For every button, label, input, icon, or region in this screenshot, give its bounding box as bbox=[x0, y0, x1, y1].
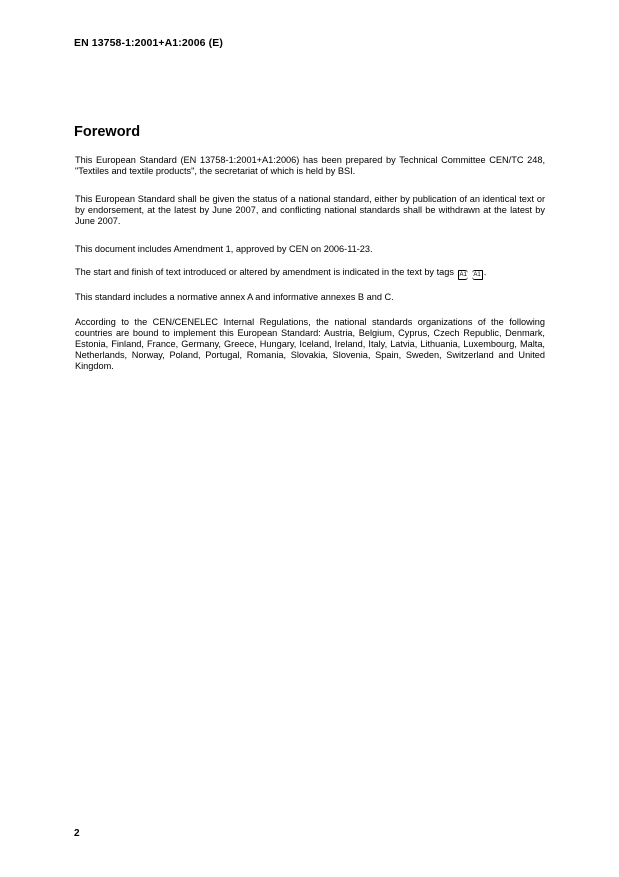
document-header: EN 13758-1:2001+A1:2006 (E) bbox=[74, 37, 223, 49]
amendment-end-tag-icon: A1 bbox=[473, 272, 481, 278]
foreword-paragraph-amendment-tags bbox=[75, 267, 545, 280]
foreword-paragraph-amendment: This document includes Amendment 1, approved by CEN on 2006-11-23. bbox=[75, 244, 373, 254]
amendment-start-tag-icon: A1 bbox=[459, 272, 467, 278]
page-number: 2 bbox=[74, 828, 80, 839]
foreword-paragraph-countries: According to the CEN/CENELEC Internal Regulations, the national standards organizations of the following countries are bound to implement this European Standard: Austria, Belgium, Cyprus, Czech Republic, Denmark, Estonia, Finland, France, Germany, Greece, Hungary, Iceland, Ireland, Italy, Latvia, Lithuania, Luxembourg, Malta, Netherlands, Norway, Poland, Portugal, Romania, Slovakia, Slovenia, Spain, Sweden, Switzerland and United Kingdom. bbox=[75, 317, 545, 372]
foreword-paragraph-prepared-by: This European Standard (EN 13758-1:2001+A1:2006) has been prepared by Technical Committee CEN/TC 248, "Textiles and textile products", the secretariat of which is held by BSI. bbox=[75, 155, 545, 177]
foreword-paragraph-national-status: This European Standard shall be given the status of a national standard, either by publication of an identical text or by endorsement, at the latest by June 2007, and conflicting national standards shall be withdrawn at the latest by June 2007. bbox=[75, 194, 545, 227]
amendment-tags-text: The start and finish of text introduced or altered by amendment is indicated in the text by tags bbox=[75, 267, 454, 277]
foreword-title: Foreword bbox=[74, 124, 141, 140]
amendment-tags-period: . bbox=[483, 267, 487, 277]
foreword-paragraph-annexes: This standard includes a normative annex A and informative annexes B and C. bbox=[75, 292, 394, 302]
